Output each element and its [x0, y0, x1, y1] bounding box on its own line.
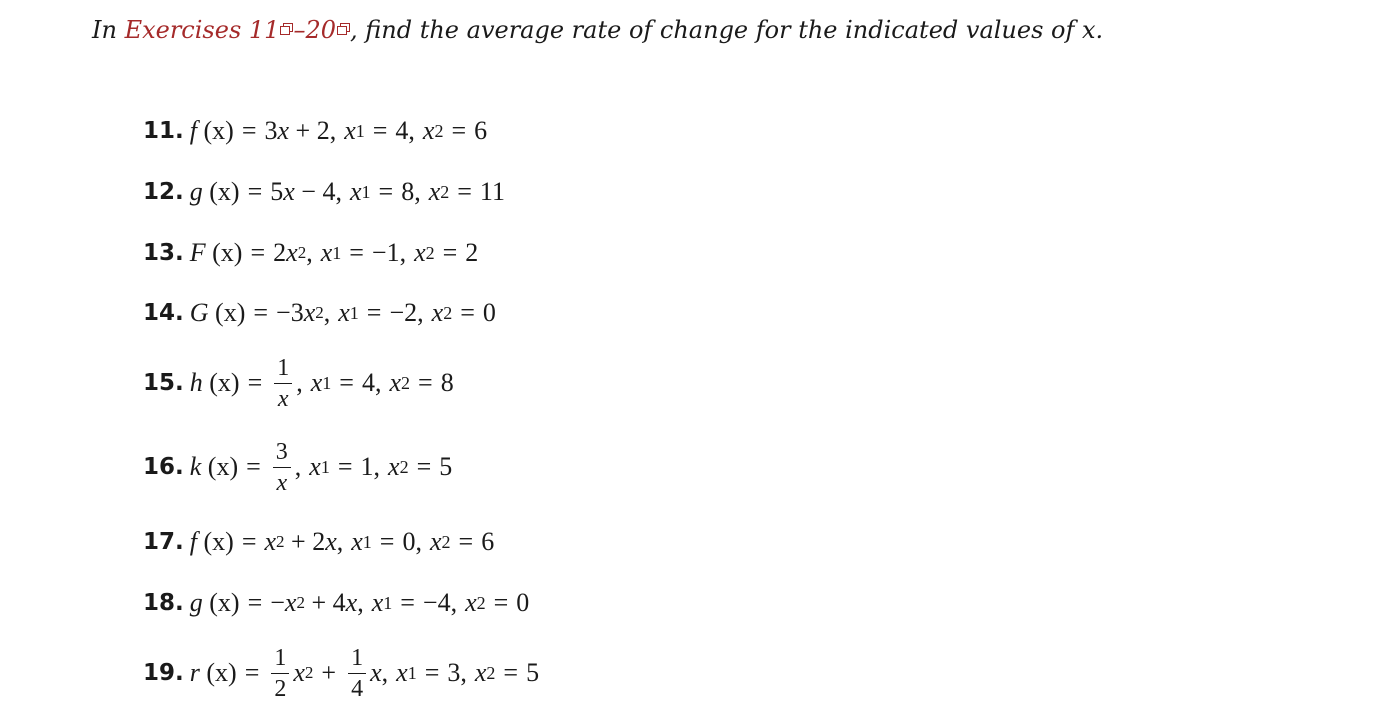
separator: , — [373, 452, 381, 481]
function-name: f — [189, 116, 197, 145]
exercise-17 — [143, 512, 494, 572]
x2-value: 8 — [440, 368, 454, 397]
equals-sign: = — [424, 658, 440, 687]
equals-sign: = — [247, 177, 263, 206]
variable: x — [283, 177, 295, 206]
exercises-link-end[interactable]: 20 — [305, 16, 350, 44]
plus-sign: + — [321, 658, 337, 687]
fraction-denominator: 2 — [274, 675, 287, 702]
separator: , — [336, 527, 344, 556]
equals-sign: = — [372, 116, 388, 145]
subscript-1: 1 — [362, 531, 372, 552]
x1-label: x — [320, 238, 333, 267]
subscript-2: 2 — [434, 120, 444, 141]
fraction — [348, 646, 366, 701]
x2-label: x — [465, 588, 477, 617]
exponent: 2 — [315, 303, 324, 322]
x1-label: x — [344, 116, 356, 145]
subscript-1: 1 — [322, 372, 332, 393]
separator: , — [408, 116, 415, 145]
equals-sign: = — [400, 588, 415, 617]
exercise-13 — [143, 223, 478, 283]
function-name: f — [189, 527, 197, 556]
function-name: r — [189, 658, 200, 687]
variable: x — [284, 588, 297, 617]
equals-sign: = — [378, 177, 394, 206]
x1-value: 3 — [447, 658, 461, 687]
x1-value: 4 — [395, 116, 409, 145]
equals-sign: = — [503, 658, 519, 687]
x1-label: x — [310, 368, 323, 397]
variable: x — [277, 116, 290, 145]
exercise-number: 18. — [143, 590, 184, 616]
equals-sign: = — [339, 368, 354, 397]
separator: , — [323, 298, 331, 327]
exercise-number: 11. — [143, 118, 184, 144]
fraction — [273, 440, 291, 495]
x1-label: x — [396, 658, 408, 687]
x2-value: 11 — [479, 177, 505, 206]
exercise-number: 14. — [143, 300, 184, 326]
exercise-number: 16. — [143, 454, 184, 480]
x2-value: 0 — [516, 588, 530, 617]
fraction-numerator: 1 — [348, 646, 366, 674]
exercise-number: 19. — [143, 660, 184, 686]
x2-value: 5 — [439, 452, 453, 481]
variable: x — [325, 527, 337, 556]
external-link-icon[interactable] — [280, 23, 292, 35]
separator: , — [414, 177, 421, 206]
x2-value: 6 — [481, 527, 495, 556]
equals-sign: = — [379, 527, 395, 556]
function-argument: (x) — [207, 452, 239, 481]
exercise-number: 13. — [143, 240, 184, 266]
x2-label: x — [474, 658, 487, 687]
separator: , — [460, 658, 467, 687]
term: − 4 — [301, 177, 336, 206]
exercise-15 — [143, 353, 454, 413]
equals-sign: = — [442, 238, 458, 267]
function-name: h — [189, 368, 203, 397]
external-link-icon[interactable] — [337, 23, 349, 35]
separator: , — [417, 298, 424, 327]
fraction-denominator: x — [277, 385, 289, 412]
x1-label: x — [349, 177, 362, 206]
fraction-numerator: 1 — [274, 356, 292, 384]
separator: , — [329, 116, 337, 145]
function-argument: (x) — [206, 658, 237, 687]
sign: − — [270, 588, 285, 617]
subscript-1: 1 — [407, 662, 417, 683]
function-name: g — [189, 177, 203, 206]
equals-sign: = — [247, 368, 263, 397]
instructions-suffix: , find the average rate of change for the indicated values of x. — [349, 16, 1104, 44]
x1-value: −2 — [389, 298, 418, 327]
function-argument: (x) — [203, 116, 234, 145]
exercise-12 — [143, 162, 505, 222]
x2-label: x — [422, 116, 435, 145]
equals-sign: = — [349, 238, 364, 267]
equals-sign: = — [247, 588, 263, 617]
variable: x — [303, 298, 316, 327]
subscript-1: 1 — [320, 456, 330, 477]
exercise-number: 12. — [143, 179, 184, 205]
subscript-2: 2 — [401, 372, 411, 393]
x1-label: x — [371, 588, 384, 617]
function-name: G — [189, 298, 209, 327]
subscript-2: 2 — [440, 181, 450, 202]
x2-label: x — [431, 298, 444, 327]
exercise-14 — [143, 283, 496, 343]
separator: , — [374, 368, 382, 397]
x2-label: x — [428, 177, 441, 206]
x1-label: x — [351, 527, 363, 556]
coefficient: 2 — [273, 238, 287, 267]
x2-label: x — [389, 368, 402, 397]
exponent: 2 — [304, 663, 314, 682]
separator: , — [415, 527, 422, 556]
separator: , — [335, 177, 342, 206]
subscript-1: 1 — [355, 120, 365, 141]
function-name: k — [189, 452, 202, 481]
variable: x — [264, 527, 277, 556]
exponent: 2 — [296, 593, 305, 612]
x2-value: 0 — [482, 298, 496, 327]
fraction-numerator: 3 — [273, 440, 291, 468]
exercise-19 — [143, 643, 539, 703]
fraction — [274, 356, 292, 411]
x2-label: x — [388, 452, 400, 481]
function-argument: (x) — [203, 527, 234, 556]
subscript-1: 1 — [349, 302, 359, 323]
variable: x — [293, 658, 305, 687]
subscript-2: 2 — [441, 531, 451, 552]
separator: , — [399, 238, 407, 267]
function-argument: (x) — [209, 177, 240, 206]
function-argument: (x) — [209, 368, 240, 397]
x1-value: −1 — [371, 238, 400, 267]
equals-sign: = — [416, 452, 432, 481]
variable: x — [370, 658, 382, 687]
equals-sign: = — [244, 658, 260, 687]
fraction-numerator: 1 — [271, 646, 289, 674]
x1-value: 4 — [361, 368, 375, 397]
exercises-link-start[interactable]: Exercises 11 — [125, 16, 294, 44]
function-name: F — [189, 238, 206, 267]
x2-label: x — [414, 238, 426, 267]
exercise-number: 17. — [143, 529, 184, 555]
equals-sign: = — [458, 527, 474, 556]
subscript-2: 2 — [476, 592, 486, 613]
equals-sign: = — [366, 298, 382, 327]
term: + 2 — [291, 527, 326, 556]
separator: , — [296, 368, 303, 397]
coefficient: −3 — [276, 298, 304, 327]
exercise-number: 15. — [143, 370, 184, 396]
function-argument: (x) — [212, 238, 243, 267]
subscript-2: 2 — [443, 302, 453, 323]
subscript-2: 2 — [399, 456, 409, 477]
function-name: g — [189, 588, 203, 617]
x2-label: x — [429, 527, 442, 556]
exponent: 2 — [297, 243, 307, 262]
equals-sign: = — [337, 452, 353, 481]
x1-label: x — [309, 452, 321, 481]
range-dash: – — [293, 16, 306, 44]
function-argument: (x) — [209, 588, 240, 617]
exercise-18 — [143, 573, 529, 633]
subscript-2: 2 — [486, 662, 496, 683]
subscript-1: 1 — [332, 242, 342, 263]
x1-value: 0 — [402, 527, 416, 556]
fraction-denominator: x — [276, 469, 288, 496]
x1-label: x — [338, 298, 350, 327]
equals-sign: = — [457, 177, 472, 206]
equals-sign: = — [241, 116, 257, 145]
fraction-denominator: 4 — [351, 675, 364, 702]
x1-value: 8 — [401, 177, 415, 206]
x2-value: 6 — [474, 116, 488, 145]
separator: , — [306, 238, 313, 267]
subscript-1: 1 — [383, 592, 393, 613]
equals-sign: = — [241, 527, 257, 556]
equals-sign: = — [246, 452, 261, 481]
coefficient: 5 — [270, 177, 284, 206]
function-argument: (x) — [215, 298, 246, 327]
exercise-16 — [143, 437, 452, 497]
term: + 4 — [311, 588, 346, 617]
equals-sign: = — [460, 298, 475, 327]
equals-sign: = — [253, 298, 269, 327]
variable: x — [286, 238, 298, 267]
coefficient: 3 — [264, 116, 278, 145]
fraction — [271, 646, 289, 701]
term: + 2 — [295, 116, 330, 145]
equals-sign: = — [493, 588, 509, 617]
x2-value: 2 — [465, 238, 479, 267]
x1-value: 1 — [360, 452, 374, 481]
equals-sign: = — [451, 116, 467, 145]
separator: , — [357, 588, 364, 617]
instructions — [92, 16, 1103, 44]
variable: x — [345, 588, 358, 617]
subscript-1: 1 — [361, 181, 371, 202]
x2-value: 5 — [526, 658, 540, 687]
subscript-2: 2 — [425, 242, 435, 263]
equals-sign: = — [418, 368, 433, 397]
separator: , — [381, 658, 389, 687]
separator: , — [450, 588, 458, 617]
instructions-prefix: In — [92, 16, 125, 44]
equals-sign: = — [250, 238, 266, 267]
exercise-11 — [143, 101, 487, 161]
separator: , — [294, 452, 302, 481]
x1-value: −4 — [422, 588, 451, 617]
exponent: 2 — [276, 532, 285, 551]
